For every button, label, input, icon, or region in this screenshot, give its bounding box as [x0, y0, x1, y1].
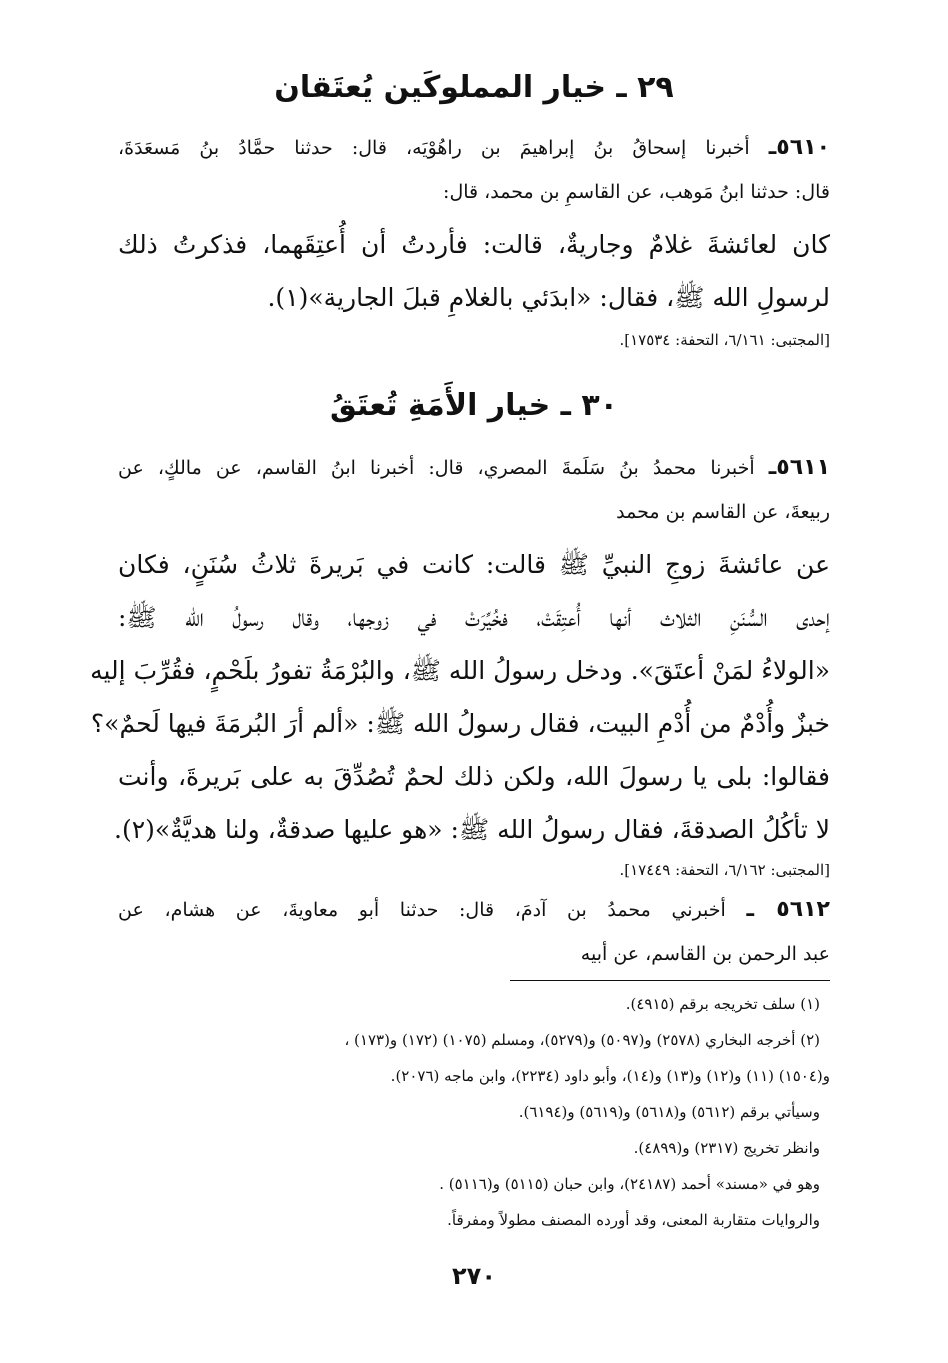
hadith-5610-isnad: [118, 126, 830, 214]
isnad-line: ربيعةَ، عن القاسم بن محمد: [616, 501, 830, 523]
matn-line: إحدى السُّنَنِ الثلاث أنها أُعتِقَتْ، فخُيِّرَتْ في زوجها، وقال رسولُ الله ﷺ:: [118, 603, 830, 632]
hadith-number: ٥٦١٠ـ: [768, 135, 830, 160]
matn-line: لرسولِ الله ﷺ، فقال: «ابدَئي بالغلامِ قبلَ الجارية»(١).: [267, 283, 830, 312]
chapter-30-title: ٣٠ ـ خيار الأَمَةِ تُعتَقُ: [330, 388, 618, 423]
hadith-number: ٥٦١٢ ـ: [746, 897, 830, 922]
footnote-line: (٢) أخرجه البخاري (٢٥٧٨) و(٥٠٩٧) و(٥٢٧٩)، ومسلم (١٠٧٥) (١٧٢) و(١٧٣) ،: [344, 1031, 820, 1049]
hadith-5612-isnad: [118, 888, 830, 976]
matn-line: لا تأكُلُ الصدقةَ، فقال رسولُ الله ﷺ: «هو عليها صدقةٌ، ولنا هديَّةٌ»(٢).: [114, 815, 830, 844]
footnote-separator: [510, 980, 830, 981]
matn-line: فقالوا: بلى يا رسولَ الله، ولكن ذلك لحمٌ تُصُدِّقَ به على بَريرةَ، وأنت: [118, 762, 830, 791]
matn-line: خبزٌ وأُدْمٌ من أُدْمِ البيت، فقال رسولُ الله ﷺ: «ألم أرَ البُرمَةَ فيها لَحمٌ»؟: [90, 709, 830, 738]
hadith-5610-reference: [المجتبى: ٦/١٦١، التحفة: ١٧٥٣٤].: [619, 331, 830, 349]
isnad-line: ٥٦١٢ ـ أخبرني محمدُ بن آدمَ، قال: حدثنا أبو معاويةَ، عن هشام، عن: [118, 897, 830, 922]
page-number: ٢٧٠: [452, 1262, 496, 1290]
hadith-number: ٥٦١١ـ: [768, 455, 830, 480]
footnote-line: والروايات متقاربة المعنى، وقد أورده المصنف مطولاً ومفرقاً.: [447, 1211, 820, 1229]
isnad-line: ٥٦١١ـ أخبرنا محمدُ بنُ سَلَمةَ المصري، قال: أخبرنا ابنُ القاسم، عن مالكٍ، عن: [118, 455, 830, 480]
isnad-line: ٥٦١٠ـ أخبرنا إسحاقُ بنُ إبراهيمَ بن راهُوْيَه، قال: حدثنا حمَّادُ بنُ مَسعَدَةَ،: [118, 135, 830, 160]
footnote-line: وهو في «مسند» أحمد (٢٤١٨٧)، وابن حبان (٥١١٥) و(٥١١٦) .: [439, 1175, 820, 1193]
isnad-line: عبد الرحمن بن القاسم، عن أبيه: [580, 943, 830, 965]
matn-line: «الولاءُ لمَنْ أعتَقَ». ودخل رسولُ الله ﷺ، والبُرْمَةُ تفورُ بلَحْمٍ، فقُرِّبَ إليه: [90, 656, 830, 685]
hadith-5611-isnad: [118, 446, 830, 534]
matn-line: عن عائشةَ زوجِ النبيِّ ﷺ قالت: كانت في بَريرةَ ثلاثُ سُنَنٍ، فكان: [118, 550, 830, 579]
footnotes: [118, 986, 830, 1238]
footnote-line: (١) سلف تخريجه برقم (٤٩١٥).: [625, 995, 820, 1013]
isnad-line: قال: حدثنا ابنُ مَوهب، عن القاسمِ بن محمد، قال:: [443, 181, 830, 203]
footnote-line: و(١٥٠٤) (١١) و(١٢) و(١٣) و(١٤)، وأبو داود (٢٢٣٤)، وابن ماجه (٢٠٧٦).: [390, 1067, 830, 1085]
matn-line: كان لعائشةَ غلامٌ وجاريةٌ، قالت: فأردتُ أن أُعتِقَهما، فذكرتُ ذلك: [118, 230, 830, 259]
footnote-line: وانظر تخريج (٢٣١٧) و(٤٨٩٩).: [633, 1139, 820, 1157]
hadith-5611-reference: [المجتبى: ٦/١٦٢، التحفة: ١٧٤٤٩].: [619, 861, 830, 879]
hadith-5611-matn: [90, 538, 830, 856]
chapter-29-title: ٢٩ ـ خيار المملوكَين يُعتَقان: [274, 70, 674, 105]
footnote-line: وسيأتي برقم (٥٦١٢) و(٥٦١٨) و(٥٦١٩) و(٦١٩٤).: [518, 1103, 820, 1121]
hadith-5610-matn: [118, 218, 830, 324]
